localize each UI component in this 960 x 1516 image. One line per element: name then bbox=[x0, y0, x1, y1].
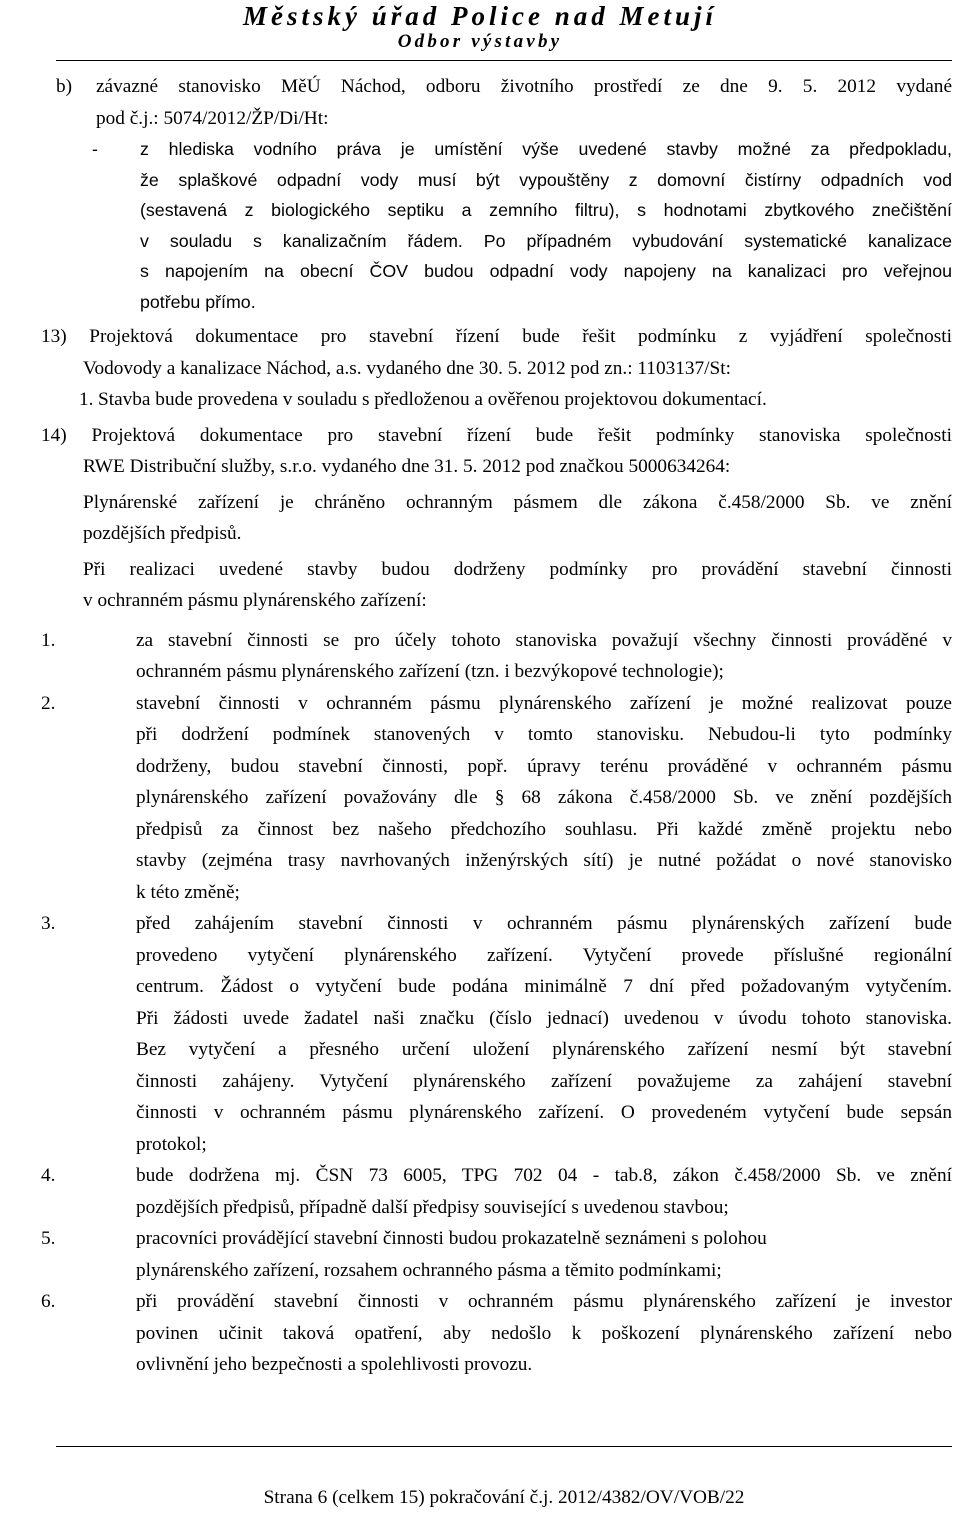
item-13-line-2: Vodovody a kanalizace Náchod, a.s. vydaného dne 30. 5. 2012 pod zn.: 1103137/St: bbox=[83, 357, 731, 379]
item-14-label: 14) bbox=[41, 424, 67, 446]
item-13-sub bbox=[41, 384, 952, 416]
dash-line-5: s napojením na obecní ČOV budou odpadní vody napojeny na kanalizaci pro veřejnou bbox=[140, 261, 952, 281]
dash-line-6: potřebu přímo. bbox=[140, 291, 256, 312]
item-13-sub-label: 1. bbox=[79, 389, 94, 410]
item-14-intro: Při realizaci uvedené stavby budou dodrženy podmínky pro provádění stavební činnosti v ochranném pásmu plynárenského zařízení: bbox=[83, 558, 952, 611]
dash-line-2: že splaškové odpadní vody musí být vypouštěny z domovní čistírny odpadních vod bbox=[140, 169, 952, 190]
document-body bbox=[41, 71, 952, 1381]
condition-5: 5. pracovníci provádějící stavební činnosti budou prokazatelně seznámeni s polohou plynárenského zařízení, rozsahem ochranného pásma a těmito podmínkami; bbox=[41, 1228, 767, 1281]
item-14 bbox=[41, 420, 952, 617]
item-b-line-2: pod č.j.: 5074/2012/ŽP/Di/Ht: bbox=[96, 107, 329, 129]
dash-line-1: z hlediska vodního práva je umístění výše uvedené stavby možné za předpokladu, bbox=[140, 139, 952, 159]
item-13-line-1: 13) Projektová dokumentace pro stavební řízení bude řešit podmínku z vyjádření společnosti bbox=[41, 326, 952, 347]
item-13 bbox=[41, 321, 952, 416]
condition-3: 3. před zahájením stavební činnosti v ochranném pásmu plynárenských zařízení bude provedeno vytyčení plynárenského zařízení. Vytyčení provede příslušné regionální centrum. Žádost o vytyčení bude podána minimálně 7 dní před požadovaným vytyčením. Při žádosti uvede žadatel naši značku (číslo jednací) uvedenou v úvodu tohoto stanoviska. Bez vytyčení a přesného určení uložení plynárenského zařízení nesmí být stavební činnosti zahájeny. Vytyčení plynárenského zařízení považujeme za zahájení stavební činnosti v ochranném pásmu plynárenského zařízení. O provedeném vytyčení bude sepsán protokol; bbox=[41, 913, 952, 1155]
conditions-list bbox=[41, 625, 952, 1381]
item-14-gas-note: Plynárenské zařízení je chráněno ochranným pásmem dle zákona č.458/2000 Sb. ve znění pozdějších předpisů. bbox=[83, 491, 952, 544]
condition-2: 2. stavební činnosti v ochranném pásmu plynárenského zařízení je možné realizovat pouze při dodržení podmínek stanovených v tomto stanovisku. Nebudou-li tyto podmínky dodrženy, budou stavební činnosti, popř. úpravy terénu prováděné v ochranném pásmu plynárenského zařízení považovány dle § 68 zákona č.458/2000 Sb. ve znění pozdějších předpisů za činnost bez našeho předchozího souhlasu. Při každé změně projektu nebo stavby (zejména trasy navrhovaných inženýrských sítí) je nutné požádat o nové stanovisko k této změně; bbox=[41, 692, 952, 903]
header-divider bbox=[56, 60, 952, 61]
page-header bbox=[0, 0, 960, 53]
item-14-line-1: 14) Projektová dokumentace pro stavební řízení bude řešit podmínky stanoviska společnosti bbox=[41, 424, 952, 446]
item-b bbox=[56, 71, 952, 134]
department-subtitle: Odbor výstavby bbox=[397, 31, 563, 52]
condition-4: 4. bude dodržena mj. ČSN 73 6005, TPG 702 04 - tab.8, zákon č.458/2000 Sb. ve znění pozdějších předpisů, případně další předpisy související s uvedenou stavbou; bbox=[41, 1165, 952, 1218]
dash-line-3: (sestavená z biologického septiku a zemního filtru), s hodnotami zbytkového znečištění bbox=[140, 200, 952, 220]
dash-line-4: v souladu s kanalizačním řádem. Po případném vybudování systematické kanalizace bbox=[140, 230, 952, 251]
item-b-label: b) bbox=[56, 76, 73, 97]
page-footer: Strana 6 (celkem 15) pokračování č.j. 2012/4382/OV/VOB/22 bbox=[263, 1487, 745, 1508]
item-13-sub-text: Stavba bude provedena v souladu s předloženou a ověřenou projektovou dokumentací. bbox=[98, 389, 767, 410]
item-b-line-1: závazné stanovisko MěÚ Náchod, odboru životního prostředí ze dne 9. 5. 2012 vydané bbox=[96, 76, 952, 97]
item-14-line-2: RWE Distribuční služby, s.r.o. vydaného dne 31. 5. 2012 pod značkou 5000634264: bbox=[83, 456, 731, 477]
condition-6: 6. při provádění stavební činnosti v ochranném pásmu plynárenského zařízení je investor povinen učinit taková opatření, aby nedošlo k poškození plynárenského zařízení nebo ovlivnění jeho bezpečnosti a spolehlivosti provozu. bbox=[41, 1291, 952, 1375]
office-title: Městský úřad Police nad Metují bbox=[242, 1, 717, 31]
footer-divider bbox=[56, 1446, 952, 1447]
item-b-dash bbox=[56, 134, 952, 317]
dash-label: - bbox=[92, 139, 98, 159]
condition-1: 1. za stavební činnosti se pro účely tohoto stanoviska považují všechny činnosti prováděné v ochranném pásmu plynárenského zařízení (tzn. i bezvýkopové technologie); bbox=[41, 629, 952, 682]
item-13-label: 13) bbox=[41, 326, 67, 347]
